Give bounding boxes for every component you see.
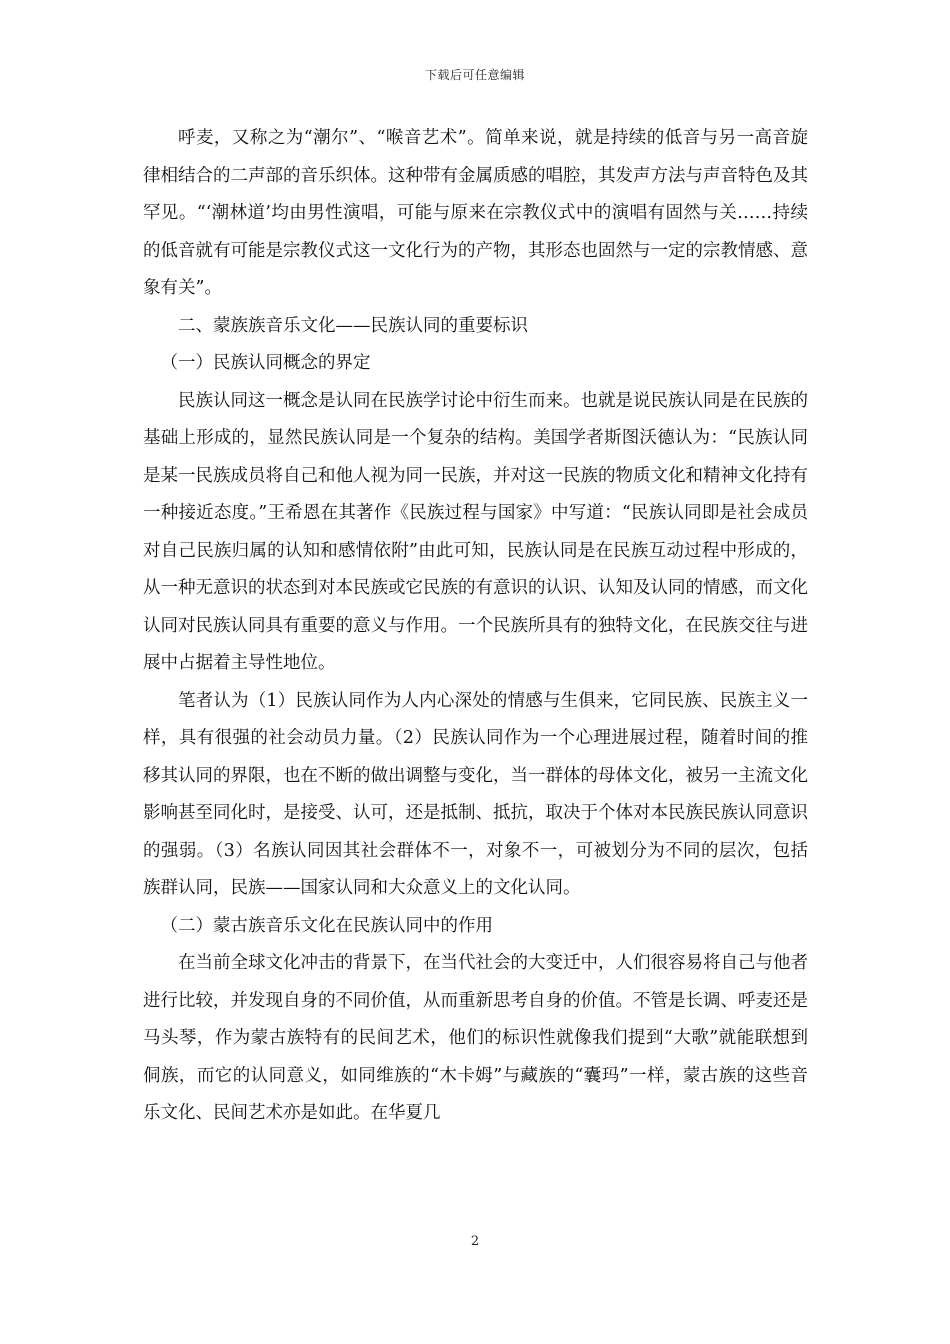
page-header: 下载后可任意编辑: [424, 68, 525, 82]
paragraph-mongolian-music-role: 在当前全球文化冲击的背景下，在当代社会的大变迁中，人们很容易将自己与他者进行比较，并发现自身的不同价值，从而重新思考自身的价值。不管是长调、呼麦还是马头琴，作为蒙古族特有的民间艺术，他们的标识性就像我们提到“大歌”就能联想到侗族，而它的认同意义，如同维族的“木卡姆”与藏族的“囊玛”一样，蒙古族的这些音乐文化、民间艺术亦是如此。在华夏几: [143, 953, 808, 1123]
page-number: 2: [470, 1234, 480, 1249]
subsection-heading-2: （二）蒙古族音乐文化在民族认同中的作用: [160, 915, 493, 936]
paragraph-ethnic-identity-definition: 民族认同这一概念是认同在民族学讨论中衍生而来。也就是说民族认同是在民族的基础上形成的，显然民族认同是一个复杂的结构。美国学者斯图沃德认为：“民族认同是某一民族成员将自己和他人视为同一民族，并对这一民族的物质文化和精神文化持有一种接近态度。”王希恩在其著作《民族过程与国家》中写道：“民族认同即是社会成员对自己民族归属的认知和感情依附”由此可知，民族认同是在民族互动过程中形成的，从一种无意识的状态到对本民族或它民族的有意识的认识、认知及认同的情感，而文化认同对民族认同具有重要的意义与作用。一个民族所具有的独特文化，在民族交往与进展中占据着主导性地位。: [143, 390, 808, 673]
section-heading-2: 二、蒙族族音乐文化——民族认同的重要标识: [178, 315, 528, 336]
paragraph-humai: 呼麦，又称之为“潮尔”、“喉音艺术”。简单来说，就是持续的低音与另一高音旋律相结合的二声部的音乐织体。这种带有金属质感的唱腔，其发声方法与声音特色及其罕见。“‘潮林道’均由男性演唱，可能与原来在宗教仪式中的演唱有固然与关……持续的低音就有可能是宗教仪式这一文化行为的产物，其形态也固然与一定的宗教情感、意象有关”。: [143, 128, 808, 298]
paragraph-author-view: 笔者认为（1）民族认同作为人内心深处的情感与生俱来，它同民族、民族主义一样，具有很强的社会动员力量。（2）民族认同作为一个心理进展过程，随着时间的推移其认同的界限，也在不断的做出调整与变化，当一群体的母体文化，被另一主流文化影响甚至同化时，是接受、认可，还是抵制、抵抗，取决于个体对本民族民族认同意识的强弱。（3）名族认同因其社会群体不一，对象不一，可被划分为不同的层次，包括族群认同，民族——国家认同和大众意义上的文化认同。: [143, 690, 808, 898]
document-body: [143, 120, 808, 1133]
subsection-heading-1: （一）民族认同概念的界定: [160, 353, 371, 373]
